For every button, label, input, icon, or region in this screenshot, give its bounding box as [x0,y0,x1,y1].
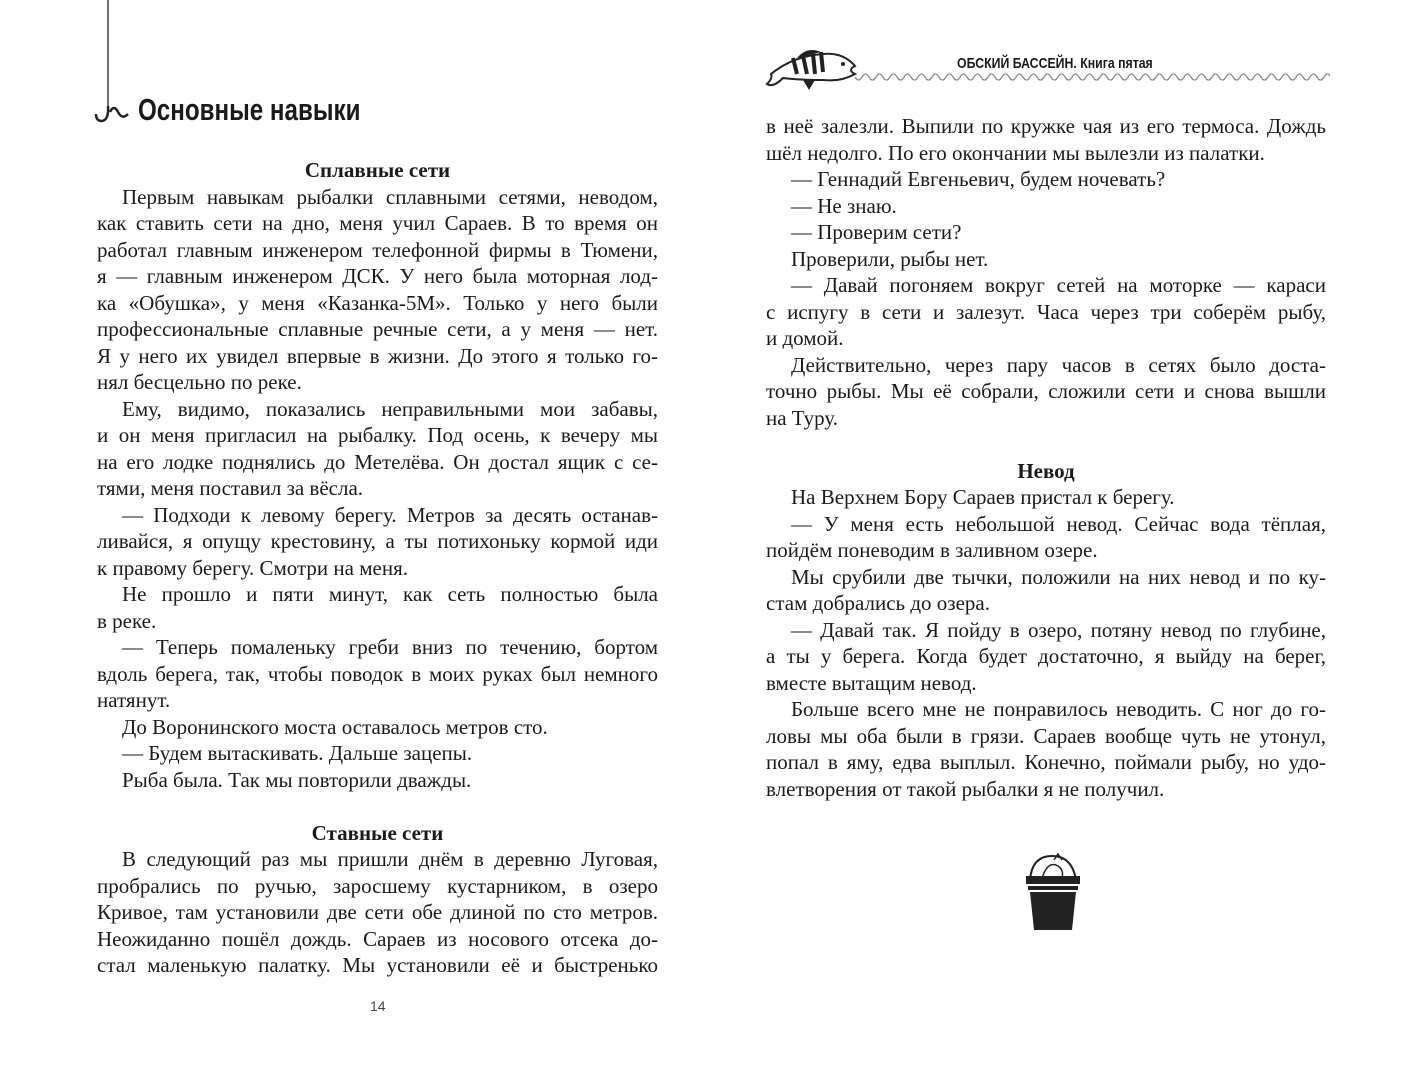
section-heading: Невод [1017,458,1075,483]
text-line: Рыба была. Так мы повторили дважды. [122,767,472,792]
running-head: ОБСКИЙ БАССЕЙН. Книга пятая [957,55,1153,72]
text-line: на его лодке поднялись до Метелёва. Он достал ящик с се- [97,449,658,474]
text-line: и домой. [766,326,844,350]
text-line: и он меня пригласил на рыбалку. Под осень, к вечеру мы [97,423,658,447]
bucket-with-fish-icon [1018,852,1088,932]
text-line: — Подходи к левому берегу. Метров за десять останав- [122,502,658,527]
text-line: ливайся, я опущу крестовину, а ты потихоньку кормой иди [97,529,658,553]
paragraph [766,166,1326,193]
text-line: До Воронинского моста оставалось метров сто. [122,714,548,739]
text-line: Первым навыкам рыбалки сплавными сетями, неводом, [122,184,658,209]
text-line: влетворения от такой рыбалки я не получил. [766,776,1165,801]
text-line: тями, меня поставил за вёсла. [97,476,364,500]
text-line: Я у него их увидел впервые в жизни. До этого я только го- [97,343,658,368]
text-line: стам добрались до озера. [766,591,990,615]
text-line: — Не знаю. [791,193,897,218]
text-line: — У меня есть небольшой невод. Сейчас вода тёплая, [791,511,1326,536]
text-line: вместе вытащим невод. [766,670,977,695]
fish-icon [763,44,863,94]
text-line: натянут. [97,688,171,712]
paragraph [766,113,1326,166]
section-heading: Ставные сети [311,820,444,845]
text-line: — Давай так. Я пойду в озеро, потяну невод по глубине, [791,617,1326,642]
text-line: нял бесцельно по реке. [97,370,302,394]
paragraph [766,352,1326,432]
paragraph [766,617,1326,697]
text-line: — Геннадий Евгеньевич, будем ночевать? [791,167,1166,191]
text-line: На Верхнем Бору Сараев пристал к берегу. [791,485,1175,509]
text-line: Мы срубили две тычки, положили на них невод и по ку- [791,564,1326,589]
text-line: вдоль берега, так, чтобы поводок в моих руках был немного [97,661,658,686]
text-line: на Туру. [766,405,838,430]
paragraph [97,502,658,582]
text-line: Действительно, через пару часов в сетях было доста- [791,352,1326,377]
text-line: с испугу в сети и залезут. Часа через три соберём рыбу, [766,299,1326,324]
text-line: — Давай погоняем вокруг сетей на моторке — караси [791,273,1326,297]
text-line: пробрались по ручью, заросшему кустарником, в озеро [97,873,658,898]
paragraph [766,564,1326,617]
text-line: Ему, видимо, показались неправильными мои забавы, [122,396,658,421]
text-line: Кривое, там установили две сети обе длиной по сто метров. [97,900,658,924]
text-line: в неё залезли. Выпили по кружке чая из его термоса. Дождь [766,114,1326,138]
right-page-text [766,113,1326,802]
paragraph [97,740,658,767]
paragraph [97,581,658,634]
text-line: как ставить сети на дно, меня учил Сараев. В то время он [97,211,658,235]
blank-line [766,431,1326,458]
text-line: Не прошло и пяти минут, как сеть полностью была [122,582,658,606]
text-line: профессиональные сплавные речные сети, а у меня — нет. [97,317,658,341]
paragraph [766,484,1326,511]
text-line: пойдём поневодим в заливном озере. [766,538,1098,562]
paragraph [97,184,658,396]
text-line: Проверили, рыбы нет. [791,246,989,271]
text-line: я — главным инженером ДСК. У него была моторная лод- [97,264,658,288]
text-line: в реке. [97,608,157,633]
text-line: ка «Обушка», у меня «Казанка-5М». Только у него были [97,290,658,315]
paragraph [766,696,1326,802]
text-line: стал маленькую палатку. Мы установили её и быстренько [97,953,658,977]
wave-line [855,70,1330,84]
fishing-hook-icon [92,0,132,130]
section-heading: Сплавные сети [304,158,451,182]
text-line: шёл недолго. По его окончании мы вылезли из палатки. [766,140,1265,165]
paragraph [766,272,1326,352]
text-line: работал главным инженером телефонной фирмы в Тюмени, [97,237,658,262]
paragraph [766,193,1326,220]
text-line: — Теперь помаленьку греби вниз по течению, бортом [122,635,658,659]
paragraph [97,767,658,794]
text-line: а ты у берега. Когда будет достаточно, я выйду на берег, [766,644,1326,668]
text-line: точно рыбы. Мы её собрали, сложили сети и снова вышли [766,379,1326,403]
text-line: ловы мы оба были в грязи. Сараев вообще чуть не утонул, [766,723,1326,748]
blank-line [97,793,658,820]
text-line: В следующий раз мы пришли днём в деревню Луговая, [122,847,658,871]
paragraph [97,396,658,502]
text-line: Больше всего мне не понравилось неводить. С ног до го- [791,697,1326,721]
paragraph [766,511,1326,564]
text-line: Неожиданно пошёл дождь. Сараев из носового отсека до- [97,926,658,951]
text-line: — Проверим сети? [791,220,962,244]
paragraph [97,714,658,741]
left-page-text [97,157,658,979]
paragraph [766,219,1326,246]
paragraph [97,846,658,979]
text-line: попал в яму, едва выплыл. Конечно, поймали рыбу, но удо- [766,750,1326,774]
text-line: — Будем вытаскивать. Дальше зацепы. [122,741,473,765]
text-line: к правому берегу. Смотри на меня. [97,555,408,580]
chapter-title: Основные навыки [138,92,361,127]
page-number: 14 [370,998,386,1014]
paragraph [97,634,658,714]
paragraph [766,246,1326,273]
